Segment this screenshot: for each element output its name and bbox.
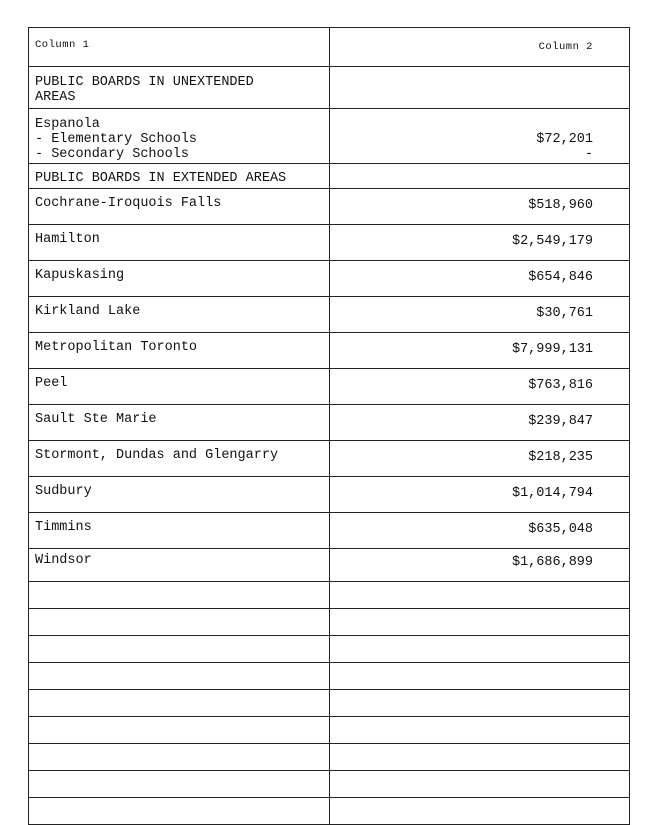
empty-cell [330, 582, 630, 609]
empty-cell [29, 609, 330, 636]
table-row [29, 405, 630, 441]
empty-cell [330, 771, 630, 798]
board-name: Sault Ste Marie [29, 405, 330, 441]
empty-cell [330, 690, 630, 717]
board-amount: $654,846 [330, 261, 630, 297]
empty-cell [330, 717, 630, 744]
table-row [29, 441, 630, 477]
section-row-unextended [29, 67, 630, 109]
empty-cell [330, 663, 630, 690]
board-name: Cochrane-Iroquois Falls [29, 189, 330, 225]
section-title-line-2: AREAS [35, 90, 76, 105]
empty-cell [29, 663, 330, 690]
section-title-extended: PUBLIC BOARDS IN EXTENDED AREAS [29, 164, 330, 189]
empty-row [29, 744, 630, 771]
empty-cell [29, 690, 330, 717]
empty-row [29, 582, 630, 609]
empty-cell [29, 717, 330, 744]
table-row [29, 333, 630, 369]
espanola-secondary-amount: - [584, 147, 593, 162]
espanola-name: Espanola [35, 117, 100, 132]
board-amount: $2,549,179 [330, 225, 630, 261]
empty-cell [29, 798, 330, 825]
board-amount: $1,686,899 [330, 549, 630, 582]
table-row-espanola [29, 109, 630, 164]
empty-cell [330, 798, 630, 825]
grants-table [28, 27, 630, 825]
board-name: Peel [29, 369, 330, 405]
board-amount: $518,960 [330, 189, 630, 225]
espanola-secondary-label: - Secondary Schools [35, 147, 189, 162]
table-row [29, 261, 630, 297]
column-1-header: Column 1 [29, 28, 330, 67]
empty-cell [330, 609, 630, 636]
column-2-header: Column 2 [330, 28, 630, 67]
section-title-line-1: PUBLIC BOARDS IN UNEXTENDED [35, 75, 254, 90]
header-row [29, 28, 630, 67]
board-amount: $218,235 [330, 441, 630, 477]
empty-cell [29, 582, 330, 609]
board-amount: $7,999,131 [330, 333, 630, 369]
empty-row [29, 663, 630, 690]
section-row-extended [29, 164, 630, 189]
board-name: Kirkland Lake [29, 297, 330, 333]
table-row [29, 297, 630, 333]
table-row [29, 513, 630, 549]
board-amount: $635,048 [330, 513, 630, 549]
empty-cell [330, 636, 630, 663]
board-amount: $239,847 [330, 405, 630, 441]
espanola-elementary-amount: $72,201 [536, 132, 593, 147]
table-row [29, 189, 630, 225]
empty-row [29, 636, 630, 663]
board-amount: $30,761 [330, 297, 630, 333]
section-title-unextended [29, 67, 330, 109]
board-name: Sudbury [29, 477, 330, 513]
board-name: Windsor [29, 549, 330, 582]
table-row [29, 477, 630, 513]
empty-row [29, 609, 630, 636]
empty-cell [29, 771, 330, 798]
empty-cell [29, 636, 330, 663]
empty-row [29, 717, 630, 744]
section-amount-empty [330, 164, 630, 189]
espanola-name-cell [29, 109, 330, 164]
table-row [29, 225, 630, 261]
empty-row [29, 798, 630, 825]
table-row [29, 369, 630, 405]
board-name: Stormont, Dundas and Glengarry [29, 441, 330, 477]
board-amount: $1,014,794 [330, 477, 630, 513]
empty-cell [330, 744, 630, 771]
board-name: Metropolitan Toronto [29, 333, 330, 369]
empty-row [29, 771, 630, 798]
empty-row [29, 690, 630, 717]
empty-cell [29, 744, 330, 771]
board-name: Hamilton [29, 225, 330, 261]
section-amount-empty [330, 67, 630, 109]
board-amount: $763,816 [330, 369, 630, 405]
board-name: Kapuskasing [29, 261, 330, 297]
espanola-elementary-label: - Elementary Schools [35, 132, 198, 147]
espanola-amount-cell [330, 109, 630, 164]
table-row [29, 549, 630, 582]
board-name: Timmins [29, 513, 330, 549]
